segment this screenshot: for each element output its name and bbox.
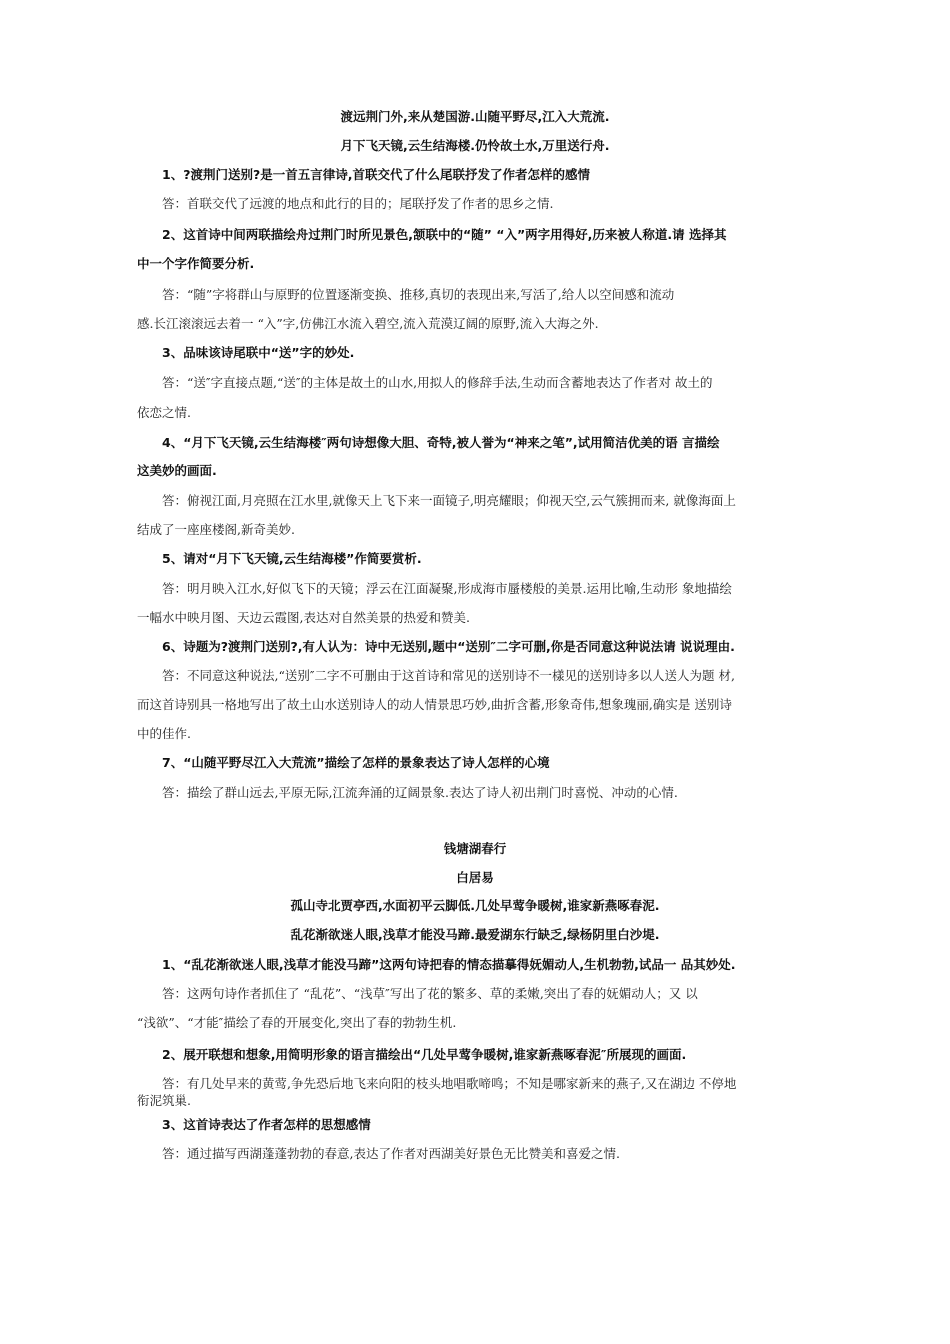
s1-answer-4-line-1: 答：俯视江面,月亮照在江水里,就像天上飞下来一面镜子,明亮耀眼；仰视天空,云气簇拥而来, 就像海面上 xyxy=(162,493,736,508)
s2-answer-2-line-2: 衔泥筑巢. xyxy=(137,1093,191,1108)
s1-answer-2-line-1: 答：“随”字将群山与原野的位置逐渐变换、推移,真切的表现出来,写活了,给人以空间感和流动 xyxy=(162,287,675,302)
s1-answer-3-line-1: 答：“送″字直接点题,“送″的主体是故土的山水,用拟人的修辞手法,生动而含蓄地表达了作者对 故土的 xyxy=(162,375,713,390)
s2-question-2: 2、展开联想和想象,用简明形象的语言描绘出“几处早莺争暖树,谁家新燕啄春泥″所展现的画面. xyxy=(162,1047,687,1062)
s1-answer-6-line-3: 中的佳作. xyxy=(137,726,191,741)
s1-question-1: 1、?渡荆门送别?是一首五言律诗,首联交代了什么尾联抒发了作者怎样的感情 xyxy=(162,167,590,182)
poem2-verse-1: 孤山寺北贾亭西,水面初平云脚低.几处早莺争暖树,谁家新燕啄春泥. xyxy=(290,898,660,913)
s1-answer-7: 答：描绘了群山远去,平原无际,江流奔涌的辽阔景象.表达了诗人初出荆门时喜悦、冲动的心情. xyxy=(162,785,678,800)
s1-answer-3-line-2: 依恋之情. xyxy=(137,405,191,420)
poem2-author: 白居易 xyxy=(456,870,494,885)
s2-answer-2-line-1: 答：有几处早来的黄莺,争先恐后地飞来向阳的枝头地唱歌啼鸣；不知是哪家新来的燕子,又在湖边 不停地 xyxy=(162,1076,737,1091)
s1-question-6: 6、诗题为?渡荆门送别?,有人认为：诗中无送别,题中“送别″二字可删,你是否同意这种说法请 说说理由. xyxy=(162,639,735,654)
s1-answer-1: 答：首联交代了远渡的地点和此行的目的；尾联抒发了作者的思乡之情. xyxy=(162,196,554,211)
s1-answer-2-line-2: 感.长江滚滚远去着一 “入”字,仿佛江水流入碧空,流入荒漠辽阔的原野,流入大海之外. xyxy=(137,316,599,331)
s2-question-3: 3、这首诗表达了作者怎样的思想感情 xyxy=(162,1117,371,1132)
s1-answer-4-line-2: 结成了一座座楼阁,新奇美妙. xyxy=(137,522,295,537)
s2-answer-3: 答：通过描写西湖蓬蓬勃勃的春意,表达了作者对西湖美好景色无比赞美和喜爱之情. xyxy=(162,1146,620,1161)
s1-question-2-line-1: 2、这首诗中间两联描绘舟过荆门时所见景色,颔联中的“随” “入”两字用得好,历来被人称道.请 选择其 xyxy=(162,227,727,242)
s1-question-2-line-2: 中一个字作简要分析. xyxy=(137,256,255,271)
s2-answer-1-line-2: “浅欲”、“才能″描绘了春的开展变化,突出了春的勃勃生机. xyxy=(137,1015,457,1030)
s1-answer-5-line-2: 一幅水中映月图、天边云霞图,表达对自然美景的热爱和赞美. xyxy=(137,610,470,625)
s2-question-1: 1、“乱花渐欲迷人眼,浅草才能没马蹄”这两句诗把春的情态描摹得妩媚动人,生机勃勃,试品一 品其妙处. xyxy=(162,957,736,972)
poem2-verse-2: 乱花渐欲迷人眼,浅草才能没马蹄.最爱湖东行缺乏,绿杨阴里白沙堤. xyxy=(290,927,660,942)
poem1-verse-1: 渡远荆门外,来从楚国游.山随平野尽,江入大荒流. xyxy=(340,109,610,124)
s1-question-4-line-2: 这美妙的画面. xyxy=(137,463,217,478)
s1-question-3: 3、品味该诗尾联中“送”字的妙处. xyxy=(162,345,355,360)
s1-question-4-line-1: 4、“月下飞天镜,云生结海楼″两句诗想像大胆、奇特,被人誉为“神来之笔”,试用简洁优美的语 言描绘 xyxy=(162,435,720,450)
s1-question-5: 5、请对“月下飞天镜,云生结海楼”作简要赏析. xyxy=(162,551,422,566)
s2-answer-1-line-1: 答：这两句诗作者抓住了 “乱花”、“浅草″写出了花的繁多、草的柔嫩,突出了春的妩媚动人；又 以 xyxy=(162,986,698,1001)
s1-question-7: 7、“山随平野尽江入大荒流”描绘了怎样的景象表达了诗人怎样的心境 xyxy=(162,755,550,770)
poem1-verse-2: 月下飞天镜,云生结海楼.仍怜故土水,万里送行舟. xyxy=(340,138,610,153)
s1-answer-6-line-1: 答：不同意这种说法,“送别″二字不可删由于这首诗和常见的送别诗不一樣见的送别诗多以人送人为题 材, xyxy=(162,668,735,683)
poem2-title: 钱塘湖春行 xyxy=(443,841,507,856)
s1-answer-5-line-1: 答：明月映入江水,好似飞下的天镜；浮云在江面凝聚,形成海市蜃楼般的美景.运用比喻,生动形 象地描绘 xyxy=(162,581,732,596)
s1-answer-6-line-2: 而这首诗别具一格地写出了故土山水送别诗人的动人情景思巧妙,曲折含蓄,形象奇伟,想象瑰丽,确实是 送别诗 xyxy=(137,697,732,712)
